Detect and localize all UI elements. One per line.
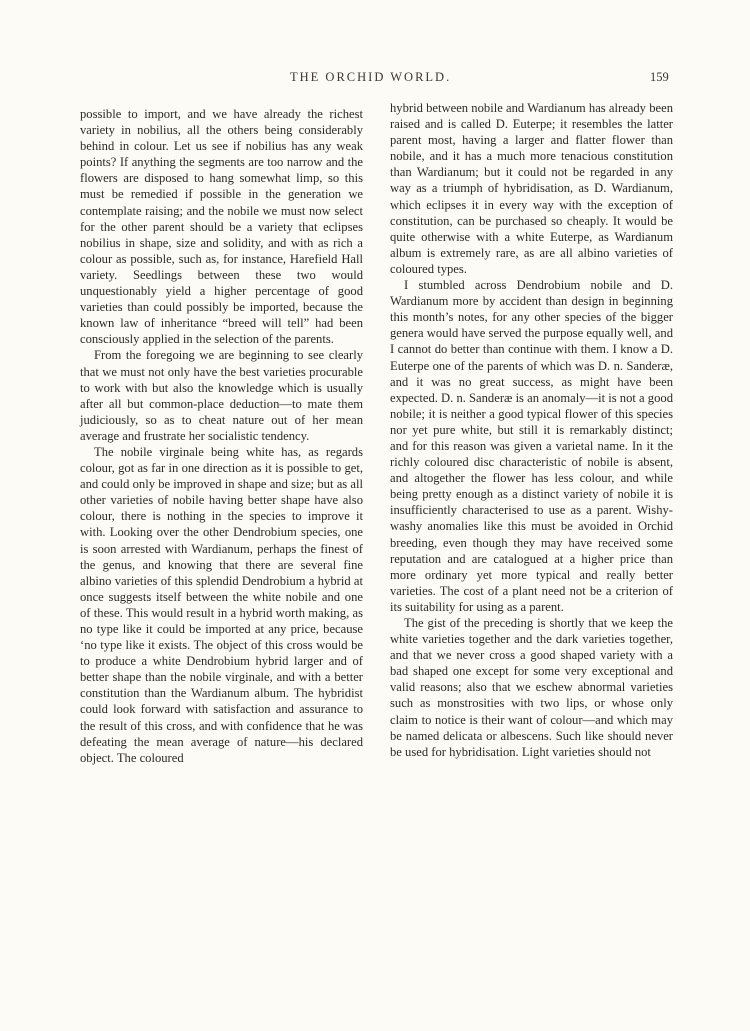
paragraph: The gist of the preceding is shortly that we keep the white varieties together and the dark varieties together, and that we never cross a good shaped variety with a bad shaped one except for some very exceptional and valid reasons; also that we eschew abnormal varieties such as monstrosities with two lips, or whose only claim to notice is their want of colour—and which may be named delicata or albescens. Such like should never be used for hybridisation. Light varieties should not bbox=[390, 616, 673, 759]
right-column bbox=[390, 101, 673, 760]
page-number: 159 bbox=[650, 70, 669, 84]
paragraph: From the foregoing we are beginning to see clearly that we must not only have the best varieties procurable to work with but also the knowledge which is usually after all but common-place deduction—to mate them judiciously, so as to cheat nature out of her mean average and frustrate her socialistic tendency. bbox=[80, 348, 363, 443]
paragraph: I stumbled across Dendrobium nobile and D. Wardianum more by accident than design in beginning this month’s notes, for any other species of the bigger genera would have served the purpose equally well, and I cannot do better than continue with them. I know a D. Euterpe one of the parents of which was D. n. Sanderæ, and it was no great success, as might have been expected. D. n. Sanderæ is an anomaly—it is not a good nobile; it is neither a good typical flower of this species nor yet pure white, but still it is remarkably distinct; and for this reason was given a varietal name. In it the richly coloured disc characteristic of nobile is absent, and altogether the flower has less colour, and while being pretty enough as a distinct variety of nobile it is insufficiently characterised to use as a parent. Wishy-washy anomalies like this must be avoided in Orchid breeding, even though they may have received some reputation and are catalogued at a higher price than more ordinary yet more typical and really better varieties. The cost of a plant need not be a criterion of its suitability for using as a parent. bbox=[390, 278, 673, 614]
paragraph: The nobile virginale being white has, as regards colour, got as far in one direction as it is possible to get, and could only be improved in shape and size; but as all other varieties of nobile having better shape have also colour, there is nothing in the species to improve it with. Looking over the other Dendrobium species, one is soon arrested with Wardianum, perhaps the finest of the genus, and knowing that there are several fine albino varieties of this splendid Dendrobium a hybrid at once suggests itself between the white nobile and one of these. This would result in a hybrid worth making, as no type like it could be imported at any price, because ‘no type like it exists. The object of this cross would be to produce a white Dendrobium hybrid larger and of better shape than the nobile virginale, and with a better constitution than the Wardianum album. The hybridist could look forward with satisfaction and assurance to the result of this cross, and with confidence that he was defeating the mean average of nature—his declared object. The coloured bbox=[80, 444, 363, 765]
journal-title: THE ORCHID WORLD. bbox=[290, 70, 452, 84]
running-head bbox=[0, 70, 750, 90]
left-column bbox=[80, 106, 363, 766]
paragraph: hybrid between nobile and Wardianum has already been raised and is called D. Euterpe; it resembles the latter parent most, having a larger and flatter flower than nobile, and it has a much more tenacious constitution than Wardianum; but it could not be regarded in any way as a triumph of hybridisation, as D. Wardianum, which eclipses it in every way with the exception of constitution, can be purchased so cheaply. It would be quite otherwise with a white Euterpe, as Wardianum album is extremely rare, as are all albino varieties of coloured types. bbox=[390, 101, 673, 276]
paragraph: possible to import, and we have already the richest variety in nobilius, all the others being considerably behind in colour. Let us see if nobilius has any weak points? If anything the segments are too narrow and the flowers are disposed to hang somewhat limp, so this must be remedied if possible in the generation we contemplate raising; and the nobile we must now select for the other parent should be a variety that eclipses nobilius in shape, size and solidity, and with as rich a colour as possible, such as, for instance, Harefield Hall variety. Seedlings between these two would unquestionably yield a higher percentage of good varieties than could possibly be imported, because the known law of inheritance “breed will tell” had been consciously applied in the selection of the parents. bbox=[80, 107, 363, 347]
